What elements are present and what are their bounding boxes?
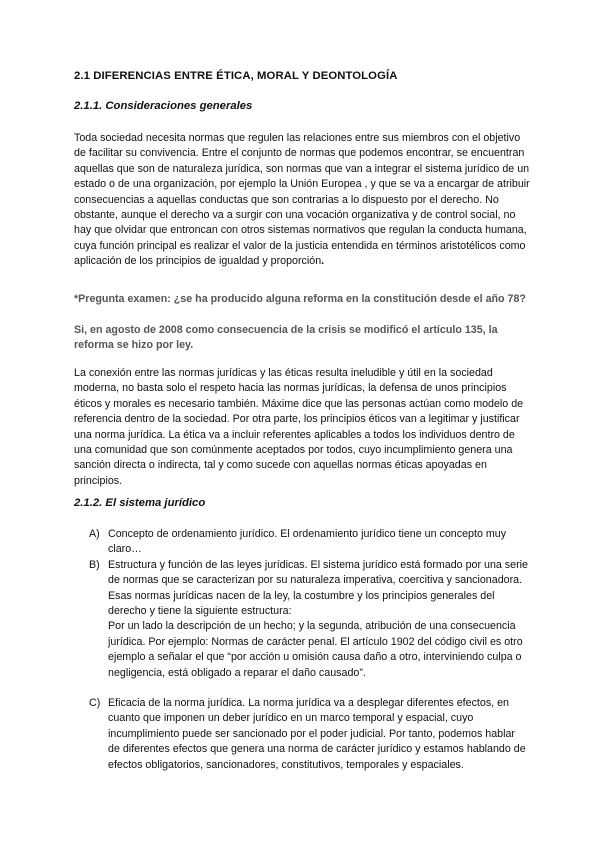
list-marker: A) (89, 528, 100, 540)
paragraph-conexion: La conexión entre las normas jurídicas y las éticas resulta ineludible y útil en la sociedad moderna, no basta solo el respeto hacia las normas jurídicas, la defensa de unos principios éticos y morales es necesario también. Máxime dice que las personas actúan como modelo de referencia dentro de la sociedad. Por otra parte, los principios éticos van a legitimar y justificar una norma jurídica. La ética va a incluir referentes aplicables a todos los individuos dentro de una comunidad que son comúnmente aceptados por todos, cuyo incumplimiento genera una sanción directa o indirecta, tal y como sucede con aquellas normas éticas apoyadas en principios. (74, 367, 524, 487)
paragraph-text: Toda sociedad necesita normas que regulen las relaciones entre sus miembros con el objetivo de facilitar su convivencia. Entre el conjunto de normas que podemos encontrar, se encuentran aquellas que son de naturaleza jurídica, son normas que van a integrar el sistema jurídico de un estado o de una organización, por ejemplo la Unión Europea , y que se va a encargar de atribuir consecuencias a aquellas conductas que son contrarias a lo dispuesto por el derecho. No obstante, aunque el derecho va a surgir con una vocación organizativa y de control social, no hay que olvidar que entroncan con otros sistemas normativos que regulan la conducta humana, cuya función principal es realizar el valor de la justicia entendida en términos aristotélicos como aplicación de los principios de igualdad y proporción (74, 132, 530, 268)
paragraph-consideraciones (74, 131, 530, 270)
list-marker: C) (89, 697, 101, 710)
paragraph-end: . (321, 255, 325, 268)
exam-question: *Pregunta examen: ¿se ha producido alguna reforma en la constitución desde el año 78? (74, 293, 526, 305)
legal-system-list (89, 527, 529, 773)
exam-answer: Si, en agosto de 2008 como consecuencia de la crisis se modificó el artículo 135, la reforma se hizo por ley. (74, 324, 498, 352)
list-item-text-continued: Por un lado la descripción de un hecho; y la segunda, atribución de una consecuencia jurídica. Por ejemplo: Normas de carácter penal. El artículo 1902 del código civil es otro ejemplo a señalar el que “por acción u omisión causa daño a otro, interviniendo culpa o negligencia, está obligado a reparar el daño causado”. (108, 620, 523, 679)
list-item-text: Eficacia de la norma jurídica. La norma jurídica va a desplegar diferentes efectos, en cuanto que imponen un deber jurídico en un marco temporal y espacial, cuyo incumplimiento puede ser sancionado por el poder judicial. Por tanto, podemos hablar de diferentes efectos que genera una norma de carácter jurídico y estamos hablando de efectos obligatorios, sancionadores, constitutivos, temporales y espaciales. (108, 697, 526, 771)
list-item-text: Estructura y función de las leyes jurídicas. El sistema jurídico está formado por una serie de normas que se caracterizan por su naturaleza imperativa, coercitiva y sancionadora. Esas normas jurídicas nacen de la ley, la costumbre y los principios generales del derecho y tiene la siguiente estructura: (108, 558, 528, 618)
section-title-consideraciones: 2.1.1. Consideraciones generales (74, 100, 253, 112)
list-marker: B) (89, 558, 100, 571)
list-item (89, 558, 529, 681)
list-item-text: Concepto de ordenamiento jurídico. El ordenamiento jurídico tiene un concepto muy claro… (108, 528, 507, 556)
list-item (89, 527, 529, 558)
section-title-sistema-juridico: 2.1.2. El sistema jurídico (74, 497, 206, 509)
page-heading: 2.1 DIFERENCIAS ENTRE ÉTICA, MORAL Y DEONTOLOGÍA (74, 70, 398, 82)
list-item-content (108, 558, 529, 681)
list-item (89, 696, 529, 773)
